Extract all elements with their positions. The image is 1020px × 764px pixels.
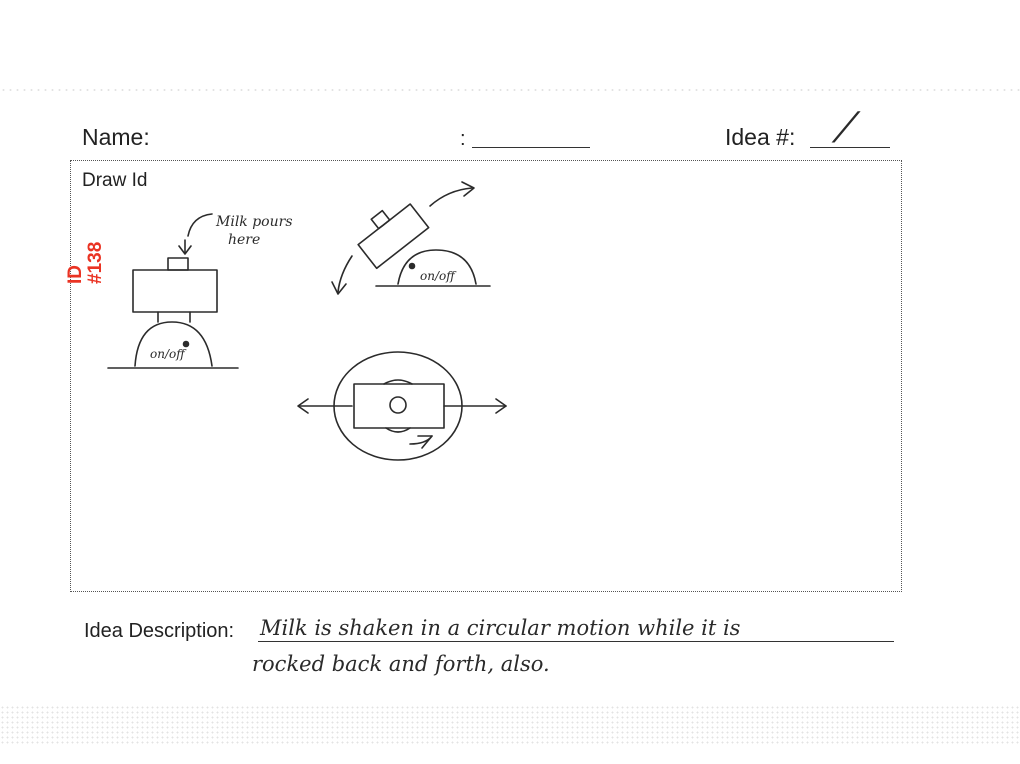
idea-description-label: Idea Description: — [84, 620, 235, 642]
milk-pours-here-note: here — [228, 232, 261, 248]
milk-pours-note: Milk pours — [216, 214, 293, 230]
on-off-label-top: on/off — [420, 269, 455, 283]
draw-idea-label: Draw Id — [82, 170, 148, 191]
sketch-side-view — [108, 214, 293, 368]
idea-description-line-1: Milk is shaken in a circular motion while it is — [260, 616, 741, 640]
on-off-label-left: on/off — [150, 347, 185, 361]
sketch-tilted-view — [332, 182, 490, 294]
sketch-top-view — [298, 352, 506, 460]
id-stamp-text: ID — [65, 265, 86, 284]
idea-number-value: / — [832, 104, 860, 148]
name-label: Name: — [82, 124, 150, 150]
idea-number-label: Idea #: — [725, 124, 796, 150]
id-stamp-number: #138 — [85, 241, 106, 284]
idea-description-line-2: rocked back and forth, also. — [252, 652, 550, 676]
description-line — [258, 641, 894, 642]
date-colon: : — [460, 128, 466, 150]
